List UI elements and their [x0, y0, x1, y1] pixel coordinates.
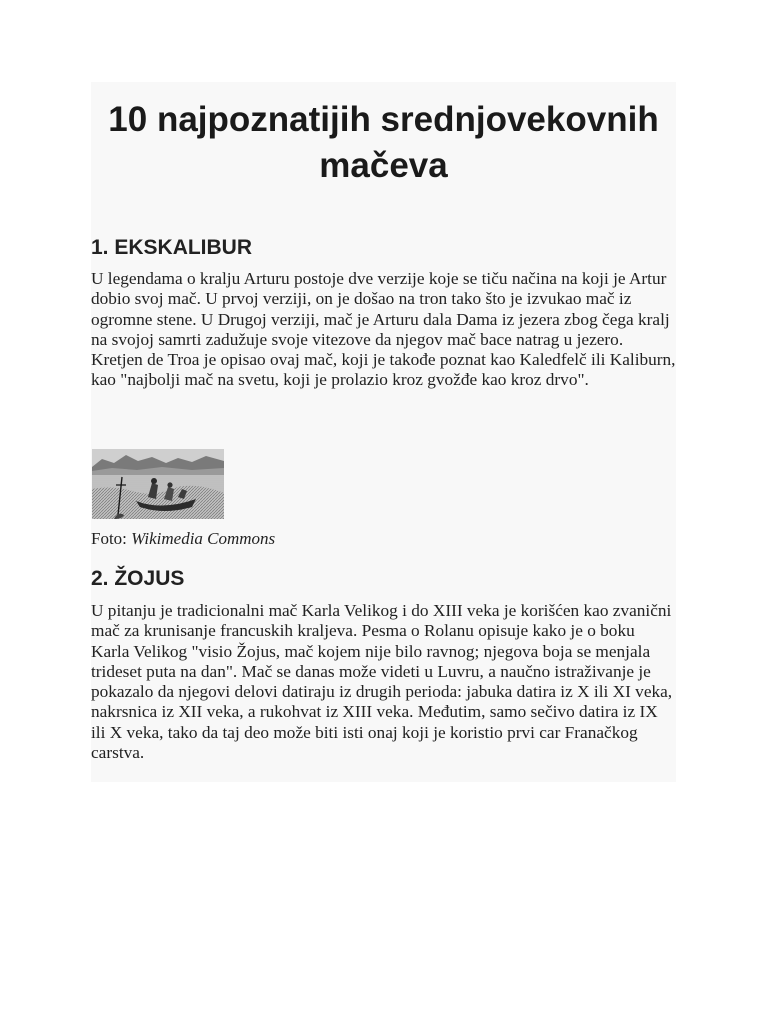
article-body — [91, 82, 676, 782]
lady-of-the-lake-engraving — [92, 449, 224, 519]
article-title: 10 najpoznatijih srednjovekovnih mačeva — [108, 100, 659, 185]
section-heading-excalibur: 1. EKSKALIBUR — [91, 236, 253, 259]
photo-caption-prefix: Foto: — [91, 529, 132, 548]
photo-caption-source: Wikimedia Commons — [131, 529, 276, 548]
section-text-excalibur: U legendama o kralju Arturu postoje dve verzije koje se tiču načina na koji je Artur dobio svoj mač. U prvoj verziji, on je došao na tron tako što je izvukao mač iz ogromne stene. U Drugoj verziji, mač je Arturu dala Dama iz jezera zbog čega kralj na svojoj samrti zadužuje svoje vitezove da njegov mač bace natrag u jezero. Kretjen de Troa je opisao ovaj mač, koji je takođe poznat kao Kaledfelč ili Kaliburn, kao "najbolji mač na svetu, koji je prolazio kroz gvožđe kao kroz drvo". — [91, 269, 676, 390]
section-text-joyeuse: U pitanju je tradicionalni mač Karla Velikog i do XIII veka je korišćen kao zvanični mač za krunisanje francuskih kraljeva. Pesma o Rolanu opisuje kako je o boku Karla Velikog "visio Žojus, mač kojem nije bilo ravnog; njegova boja se menjala trideset puta na dan". Mač se danas može videti u Luvru, a naučno istraživanje je pokazalo da njegovi delovi datiraju iz drugih perioda: jabuka datira iz X ili XI veka, nakrsnica iz XII veka, a rukohvat iz XIII veka. Međutim, samo sečivo datira iz IX ili X veka, tako da taj deo može biti isti onaj koji je koristio prvi car Franačkog carstva. — [91, 601, 673, 763]
section-heading-joyeuse: 2. ŽOJUS — [91, 567, 185, 590]
photo-caption — [91, 528, 275, 550]
